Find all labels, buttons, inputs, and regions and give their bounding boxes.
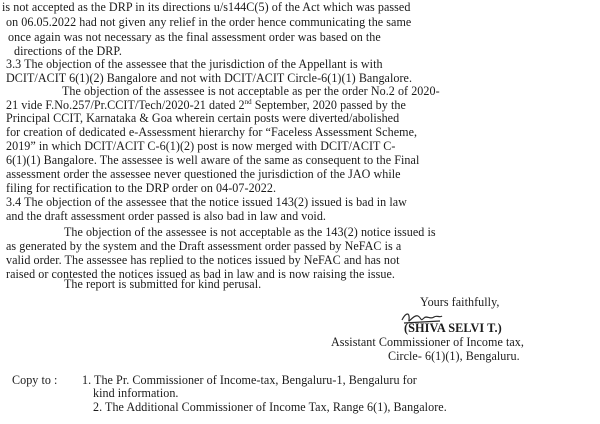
section-3-3-line-7: 2019” in which DCIT/ACIT C-6(1)(2) post is now merged with DCIT/ACIT C- [6, 139, 396, 153]
body-line-1: is not accepted as the DRP in its directions u/s144C(5) of the Act which was passed [2, 0, 411, 14]
signatory-designation: Assistant Commissioner of Income tax, [331, 335, 524, 349]
section-3-4-line-1: 3.4 The objection of the assessee that the notice issued 143(2) issued is bad in law [6, 195, 407, 209]
signatory-office: Circle- 6(1)(1), Bengaluru. [388, 349, 520, 363]
report-line: The report is submitted for kind perusal. [64, 277, 262, 291]
section-3-3-line-1: 3.3 The objection of the assessee that the jurisdiction of the Appellant is with [6, 57, 383, 71]
body-line-4: directions of the DRP. [14, 44, 122, 58]
section-3-4-line-3: The objection of the assessee is not acceptable as the 143(2) notice issued is [64, 225, 436, 239]
body-line-3: once again was not necessary as the final assessment order was based on the [8, 30, 381, 44]
date-superscript: nd [244, 97, 252, 106]
copy-to-label: Copy to : [12, 373, 58, 387]
section-3-4-line-6: raised or contested the notices issued as bad in law and is now raising the issue. [6, 267, 395, 281]
order-ref-text: 21 vide F.No.257/Pr.CCIT/Tech/2020-21 dated 2 [6, 98, 245, 112]
copy-to-item-1-continued: kind information. [93, 386, 179, 400]
section-3-3-line-10: filing for rectification to the DRP order on 04-07-2022. [6, 181, 277, 195]
section-3-3-line-2: DCIT/ACIT 6(1)(2) Bangalore and not with DCIT/ACIT Circle-6(1)(1) Bangalore. [6, 71, 413, 85]
section-3-4-line-4: as generated by the system and the Draft assessment order passed by NeFAC is a [6, 239, 402, 253]
closing-yours-faithfully: Yours faithfully, [420, 295, 500, 309]
section-3-3-line-3: The objection of the assessee is not acceptable as per the order No.2 of 2020- [62, 84, 440, 98]
body-line-2: on 06.05.2022 had not given any relief in the order hence communicating the same [6, 15, 412, 29]
order-ref-text-rest: September, 2020 passed by the [251, 98, 406, 112]
section-3-4-line-5: valid order. The assessee has replied to the notices issued by NeFAC and has not [6, 253, 400, 267]
section-3-3-line-5: Principal CCIT, Karnataka & Goa wherein certain posts were diverted/abolished [6, 111, 400, 125]
section-3-4-line-2: and the draft assessment order passed is also bad in law and void. [6, 209, 327, 223]
section-3-3-line-6: for creation of dedicated e-Assessment hierarchy for “Faceless Assessment Scheme, [6, 125, 418, 139]
section-3-3-line-9: assessment order the assessee never questioned the jurisdiction of the JAO while [6, 167, 401, 181]
section-3-3-line-8: 6(1)(1) Bangalore. The assessee is well aware of the same as consequent to the Final [6, 153, 420, 167]
copy-to-item-1: 1. The Pr. Commissioner of Income-tax, Bengaluru-1, Bengaluru for [82, 373, 417, 387]
signatory-name: (SHIVA SELVI T.) [404, 321, 502, 335]
copy-to-item-2: 2. The Additional Commissioner of Income Tax, Range 6(1), Bangalore. [93, 400, 447, 414]
